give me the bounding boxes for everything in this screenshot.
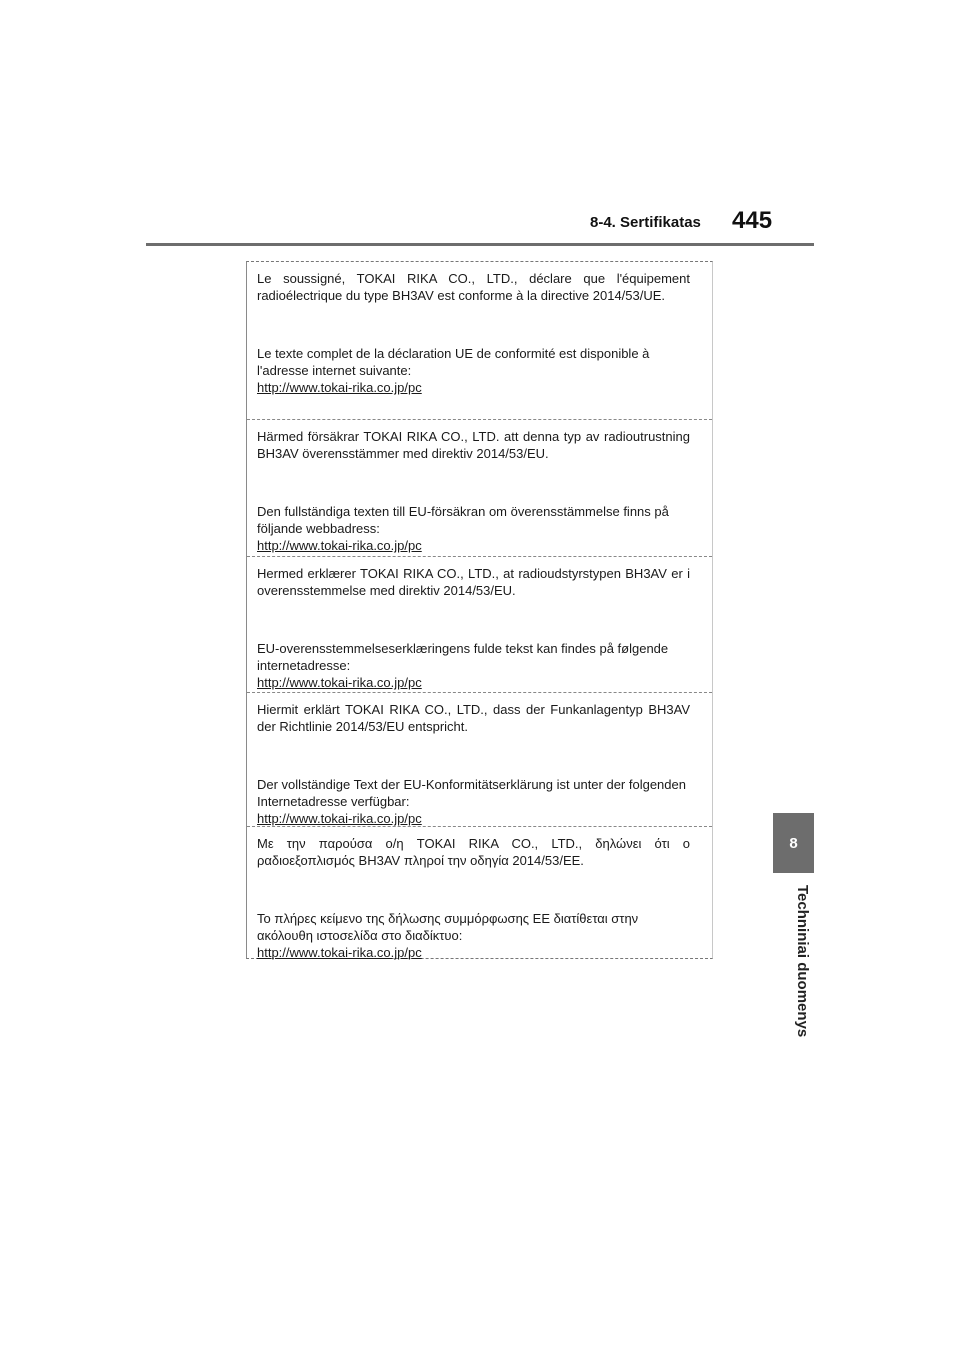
declaration-block-fr — [247, 262, 712, 399]
declaration-link[interactable]: http://www.tokai-rika.co.jp/pc — [257, 675, 422, 690]
page-number: 445 — [732, 207, 773, 234]
declaration-scan — [246, 261, 713, 959]
declaration-block-sv — [247, 419, 712, 556]
declaration-block-el — [247, 826, 712, 963]
chapter-number: 8 — [789, 834, 798, 852]
availability-note — [257, 776, 690, 827]
declaration-statement: Le soussigné, TOKAI RIKA CO., LTD., déclare que l'équipement radioélectrique du type BH3AV est conforme à la directive 2014/53/UE. — [257, 271, 690, 303]
availability-note — [257, 503, 690, 554]
declaration-statement: Hermed erklærer TOKAI RIKA CO., LTD., at radioudstyrstypen BH3AV er i overensstemmelse med direktiv 2014/53/EU. — [257, 566, 690, 598]
availability-note — [257, 910, 690, 961]
declaration-statement: Härmed försäkrar TOKAI RIKA CO., LTD. att denna typ av radioutrustning BH3AV överensstämmer med direktiv 2014/53/EU. — [257, 429, 690, 461]
section-title: 8-4. Sertifikatas — [590, 214, 701, 231]
availability-note — [257, 640, 690, 691]
declaration-statement: Hiermit erklärt TOKAI RIKA CO., LTD., dass der Funkanlagentyp BH3AV der Richtlinie 2014/53/EU entspricht. — [257, 702, 690, 734]
declaration-block-de — [247, 692, 712, 829]
declaration-link[interactable]: http://www.tokai-rika.co.jp/pc — [257, 811, 422, 826]
chapter-label: Techniniai duomenys — [794, 885, 811, 1038]
availability-text: Den fullständiga texten till EU-försäkran om överensstämmelse finns på följande webbadress: — [257, 504, 669, 536]
declaration-link[interactable]: http://www.tokai-rika.co.jp/pc — [257, 945, 422, 960]
header-divider — [146, 243, 814, 246]
declaration-block-da — [247, 556, 712, 693]
availability-text: Le texte complet de la déclaration UE de conformité est disponible à l'adresse internet suivante: — [257, 346, 650, 378]
availability-text: Το πλήρες κείμενο της δήλωσης συμμόρφωσης ΕΕ διατίθεται στην ακόλουθη ιστοσελίδα στο διαδίκτυο: — [257, 911, 639, 943]
availability-note — [257, 345, 690, 396]
declaration-statement: Με την παρούσα ο/η TOKAI RIKA CO., LTD., δηλώνει ότι ο ραδιοεξοπλισμός BH3AV πληροί την οδηγία 2014/53/ΕΕ. — [257, 836, 690, 868]
chapter-tab — [773, 813, 814, 873]
declaration-link[interactable]: http://www.tokai-rika.co.jp/pc — [257, 538, 422, 553]
availability-text: Der vollständige Text der EU-Konformitätserklärung ist unter der folgenden Internetadresse verfügbar: — [257, 777, 686, 809]
declaration-link[interactable]: http://www.tokai-rika.co.jp/pc — [257, 380, 422, 395]
availability-text: EU-overensstemmelseserklæringens fulde tekst kan findes på følgende internetadresse: — [257, 641, 669, 673]
